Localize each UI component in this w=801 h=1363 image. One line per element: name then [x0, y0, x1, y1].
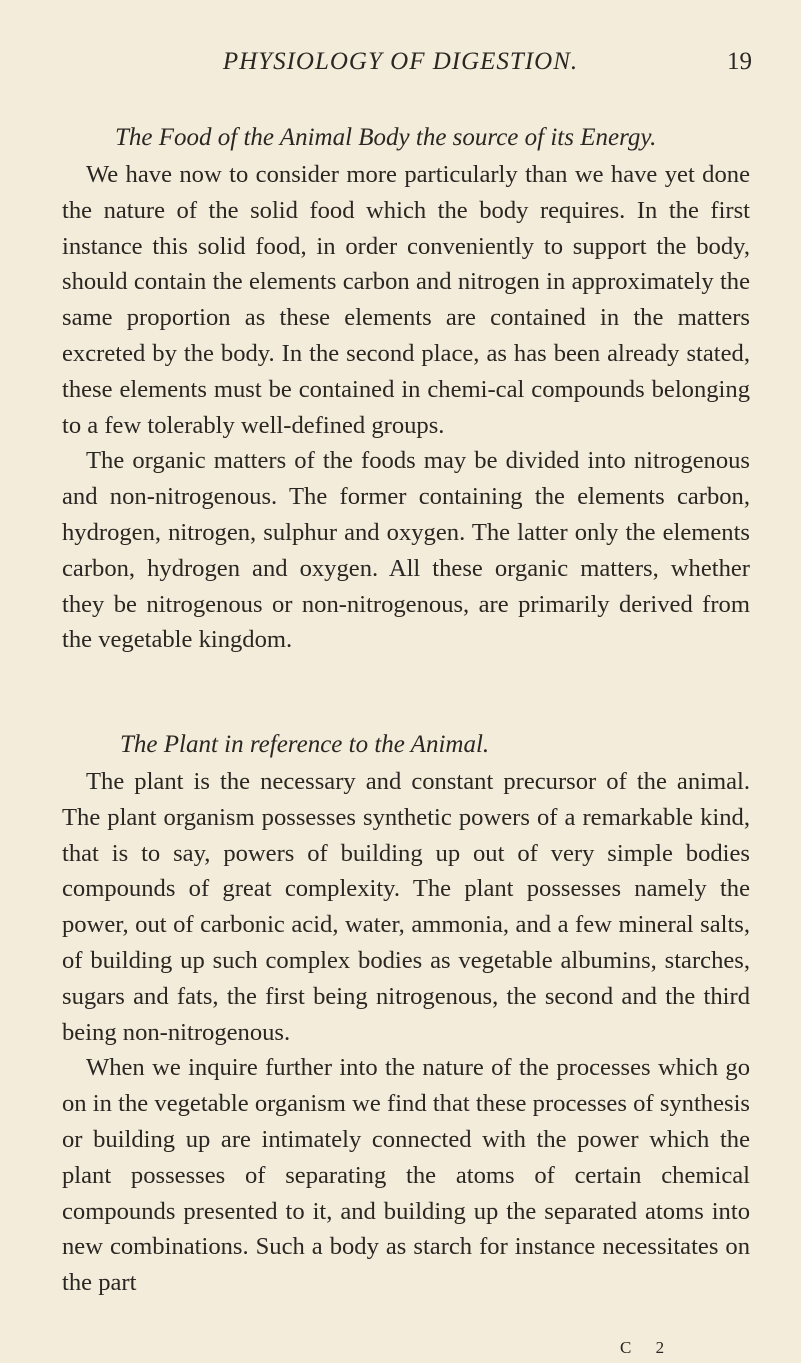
- section-body-plant: [62, 764, 750, 1301]
- paragraph: The plant is the necessary and constant precursor of the animal. The plant organism possesses synthetic powers of a remarkable kind, that is to say, powers of building up out of very simple bodies compounds of great complexity. The plant possesses namely the power, out of carbonic acid, water, ammonia, and a few mineral salts, of building up such complex bodies as vegetable albumins, starches, sugars and fats, the first being nitrogenous, the second and the third being non-nitrogenous.: [62, 768, 750, 1046]
- section-body-food: [62, 157, 750, 658]
- paragraph: The organic matters of the foods may be divided into nitrogenous and non-nitrogenous. The former containing the elements carbon, hydrogen, nitrogen, sulphur and oxygen. The latter only the elements carbon, hydrogen and oxygen. All these organic matters, whether they be nitrogenous or non-nitrogenous, are primarily derived from the vegetable kingdom.: [62, 447, 750, 654]
- section-heading-food: The Food of the Animal Body the source of its Energy.: [115, 124, 657, 151]
- section-heading-plant: The Plant in reference to the Animal.: [120, 731, 490, 758]
- running-title: PHYSIOLOGY OF DIGESTION.: [222, 48, 579, 75]
- paragraph: When we inquire further into the nature of the processes which go on in the vegetable organism we find that these processes of synthesis or building up are intimately connected with the power which the plant possesses of separating the atoms of certain chemical compounds presented to it, and building up the separated atoms into new combinations. Such a body as starch for instance necessitates on the part: [62, 1054, 750, 1297]
- paragraph: We have now to consider more particularly than we have yet done the nature of the solid food which the body requires. In the first instance this solid food, in order conveniently to support the body, should contain the elements carbon and nitrogen in approximately the same proportion as these elements are contained in the matters excreted by the body. In the second place, as has been already stated, these elements must be contained in chemi-cal compounds belonging to a few tolerably well-defined groups.: [62, 161, 750, 439]
- page-number: 19: [727, 48, 752, 75]
- signature-mark: C 2: [620, 1338, 675, 1357]
- running-head: [0, 48, 801, 76]
